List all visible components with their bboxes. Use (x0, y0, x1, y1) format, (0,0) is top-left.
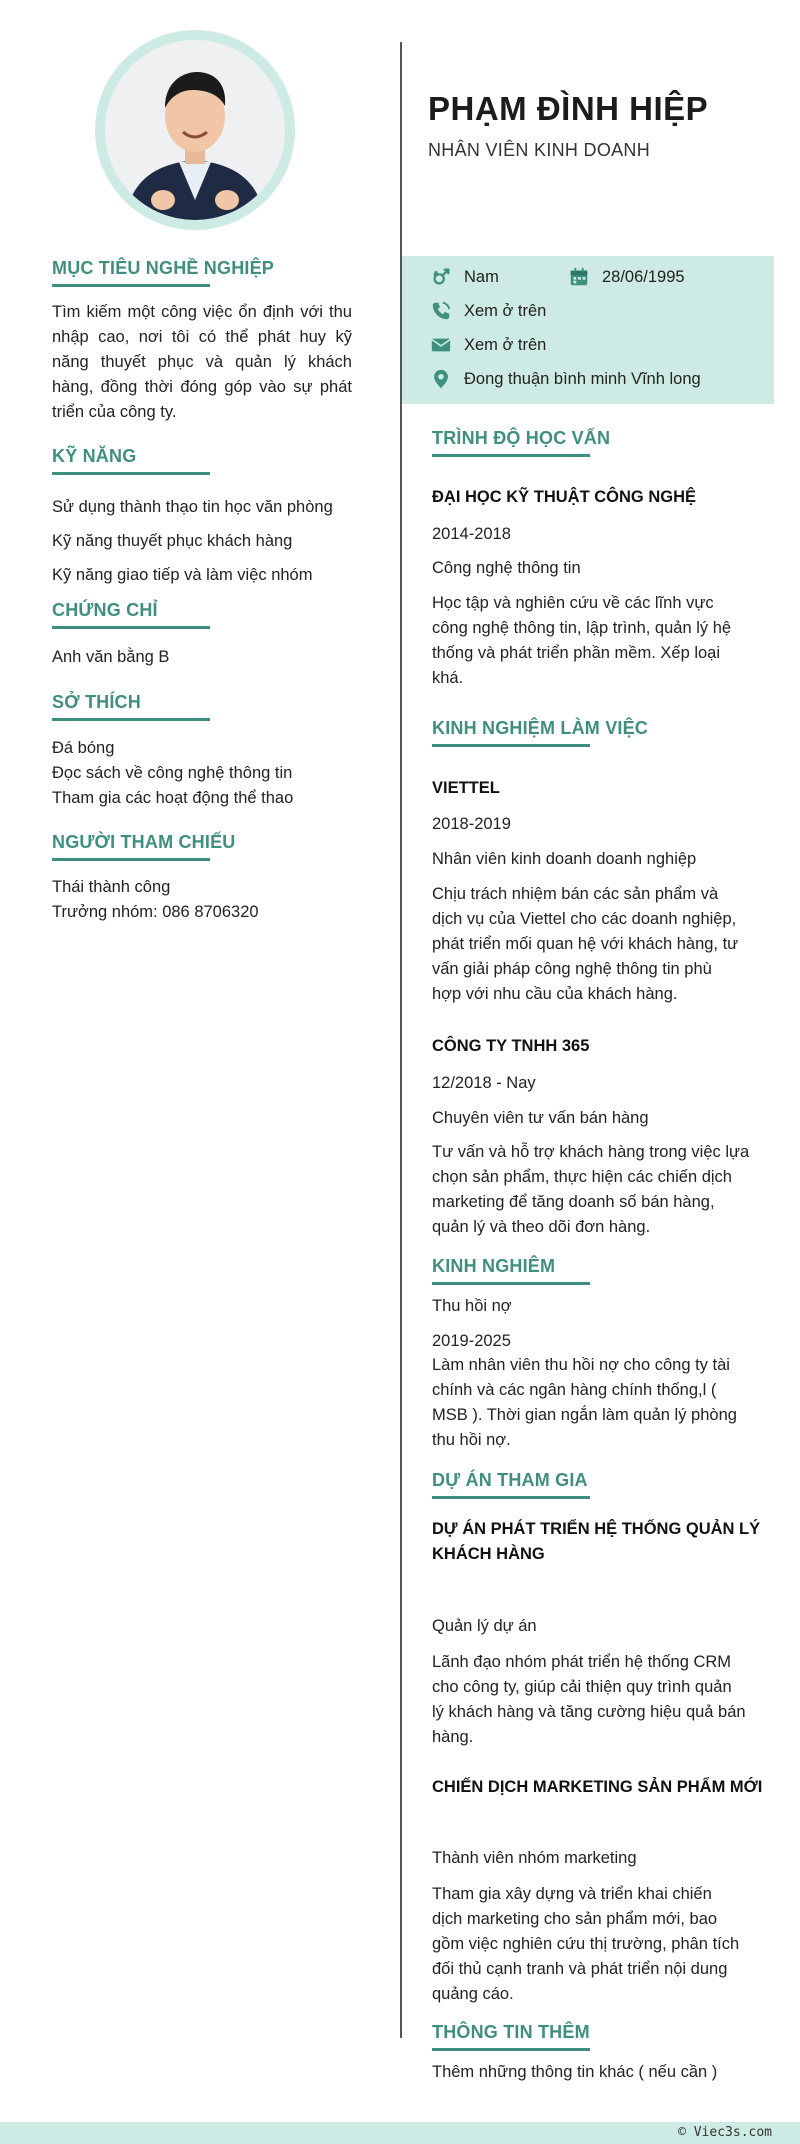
project-description (432, 1650, 767, 1750)
project-desc-line: cho công ty, giúp cải thiện quy trình quản (432, 1678, 732, 1696)
skill-item: Sử dụng thành thạo tin học văn phòng (52, 498, 333, 516)
phone-icon (430, 300, 452, 322)
job-company: CÔNG TY TNHH 365 (432, 1037, 590, 1055)
references-title: NGƯỜI THAM CHIẾU (52, 832, 236, 852)
gender-row (430, 266, 499, 288)
projects-title: DỰ ÁN THAM GIA (432, 1470, 588, 1490)
birthday-value: 28/06/1995 (602, 267, 685, 286)
education-desc-line: thống và phát triển phần mềm. Xếp loại (432, 644, 721, 662)
project-desc-line: gồm việc nghiên cứu thị trường, phân tích (432, 1935, 740, 1953)
experience2-position: Thu hồi nợ (432, 1297, 512, 1315)
gender-value: Nam (464, 267, 499, 286)
objective-line: Tìm kiếm một công việc ổn định với thu (52, 303, 352, 321)
location-icon (430, 368, 452, 390)
skills-title: KỸ NĂNG (52, 446, 137, 466)
project-desc-line: đối thủ cạnh tranh và phát triển nội dung (432, 1960, 728, 1978)
education-major: Công nghệ thông tin (432, 559, 581, 577)
skill-item: Kỹ năng thuyết phục khách hàng (52, 532, 293, 550)
hobby-item: Tham gia các hoạt động thể thao (52, 789, 294, 807)
references-rule (52, 858, 210, 861)
objective-line: hàng, đồng thời đóng góp vào sự phát (52, 378, 352, 396)
job-desc-line: quản lý và theo dõi đơn hàng. (432, 1218, 651, 1236)
experience2-desc-line: thu hồi nợ. (432, 1431, 511, 1449)
additional-text: Thêm những thông tin khác ( nếu cần ) (432, 2063, 718, 2081)
project-name: CHIẾN DỊCH MARKETING SẢN PHẨM MỚI (432, 1778, 763, 1796)
job-position: Nhân viên kinh doanh doanh nghiệp (432, 850, 697, 868)
job-desc-line: marketing để tăng doanh số bán hàng, (432, 1193, 715, 1211)
experience2-desc-line: MSB ). Thời gian ngắn làm quản lý phòng (432, 1406, 737, 1424)
job-desc-line: phát triển mối quan hệ với khách hàng, tư (432, 935, 739, 953)
project-desc-line: Lãnh đạo nhóm phát triển hệ thống CRM (432, 1653, 732, 1671)
job-period: 12/2018 - Nay (432, 1074, 536, 1092)
footer-bar (0, 2122, 800, 2144)
hobbies-title: SỞ THÍCH (52, 692, 141, 712)
experience-title: KINH NGHIỆM LÀM VIỆC (432, 718, 649, 738)
job-desc-line: chọn sản phẩm, thực hiện các chiến dịch (432, 1168, 732, 1186)
email-icon (430, 334, 452, 356)
candidate-name: PHẠM ĐÌNH HIỆP (428, 90, 709, 127)
certificates-rule (52, 626, 210, 629)
address-value: Đong thuận bình minh Vĩnh long (464, 369, 701, 388)
calendar-icon (568, 266, 590, 288)
experience2-desc-line: Làm nhân viên thu hồi nợ cho công ty tài (432, 1356, 730, 1374)
job-period: 2018-2019 (432, 815, 511, 833)
reference-contact: Trưởng nhóm: 086 8706320 (52, 903, 259, 921)
education-period: 2014-2018 (432, 525, 511, 543)
skills-list (52, 490, 333, 592)
project-role: Quản lý dự án (432, 1617, 537, 1635)
objective-line: nhập cao, nơi tôi có thể phát huy kỹ (52, 328, 352, 346)
project-desc-line: hàng. (432, 1728, 474, 1746)
objective-line: triển của công ty. (52, 403, 177, 421)
education-desc-line: công nghệ thông tin, lập trình, quản lý hệ (432, 619, 732, 637)
education-desc-line: Học tập và nghiên cứu về các lĩnh vực (432, 594, 714, 612)
experience2-desc-line: chính và các ngân hàng chính thống,l ( (432, 1381, 717, 1399)
education-desc-line: khá. (432, 669, 464, 687)
birthday-row (568, 266, 685, 288)
gender-icon (430, 266, 452, 288)
project-name-line: DỰ ÁN PHÁT TRIỂN HỆ THỐNG QUẢN LÝ (432, 1520, 761, 1538)
additional-rule (432, 2048, 590, 2051)
hobbies-rule (52, 718, 210, 721)
additional-title: THÔNG TIN THÊM (432, 2022, 590, 2042)
certificate-item: Anh văn bằng B (52, 648, 170, 666)
objective-rule (52, 284, 210, 287)
skills-rule (52, 472, 210, 475)
avatar-frame (95, 30, 295, 230)
job-description (432, 882, 767, 1007)
education-description (432, 591, 762, 691)
footer-watermark: © Viec3s.com (678, 2125, 772, 2140)
hobbies-list (52, 736, 293, 811)
project-desc-line: quảng cáo. (432, 1985, 514, 2003)
experience2-title: KINH NGHIÊM (432, 1256, 556, 1276)
job-desc-line: Chịu trách nhiệm bán các sản phẩm và (432, 885, 719, 903)
project-description (432, 1882, 767, 2007)
job-desc-line: vấn giải pháp công nghệ thông tin phù (432, 960, 712, 978)
experience2-period: 2019-2025 (432, 1332, 511, 1350)
reference-name: Thái thành công (52, 878, 171, 896)
email-row (430, 334, 546, 356)
avatar (105, 40, 285, 220)
education-school: ĐẠI HỌC KỸ THUẬT CÔNG NGHỆ (432, 488, 696, 506)
job-desc-line: Tư vấn và hỗ trợ khách hàng trong việc lựa (432, 1143, 750, 1161)
job-company: VIETTEL (432, 779, 500, 797)
projects-rule (432, 1496, 590, 1499)
objective-text (52, 300, 352, 425)
job-desc-line: hợp với nhu cầu của khách hàng. (432, 985, 678, 1003)
address-row (430, 368, 701, 390)
hobby-item: Đọc sách về công nghệ thông tin (52, 764, 293, 782)
project-name (432, 1517, 760, 1567)
project-desc-line: lý khách hàng và tăng cường hiệu quả bán (432, 1703, 746, 1721)
objective-line: năng thuyết phục và quản lý khách (52, 353, 352, 371)
email-value: Xem ở trên (464, 335, 547, 354)
project-name-line: KHÁCH HÀNG (432, 1545, 545, 1563)
experience2-rule (432, 1282, 590, 1285)
hobby-item: Đá bóng (52, 739, 115, 757)
job-position: Chuyên viên tư vấn bán hàng (432, 1109, 649, 1127)
references-list (52, 875, 259, 925)
education-title: TRÌNH ĐỘ HỌC VẤN (432, 428, 611, 448)
phone-row (430, 300, 546, 322)
experience2-description (432, 1353, 767, 1453)
project-desc-line: Tham gia xây dựng và triển khai chiến (432, 1885, 712, 1903)
candidate-role: NHÂN VIÊN KINH DOANH (428, 140, 651, 160)
certificates-title: CHỨNG CHỈ (52, 600, 158, 620)
project-role: Thành viên nhóm marketing (432, 1849, 637, 1867)
project-desc-line: dịch marketing cho sản phẩm mới, bao (432, 1910, 718, 1928)
experience-rule (432, 744, 590, 747)
objective-title: MỤC TIÊU NGHỀ NGHIỆP (52, 258, 275, 278)
job-desc-line: dịch vụ của Viettel cho các doanh nghiệp, (432, 910, 737, 928)
phone-value: Xem ở trên (464, 301, 547, 320)
job-description (432, 1140, 767, 1240)
skill-item: Kỹ năng giao tiếp và làm việc nhóm (52, 566, 313, 584)
education-rule (432, 454, 590, 457)
avatar-portrait-icon (105, 40, 285, 220)
